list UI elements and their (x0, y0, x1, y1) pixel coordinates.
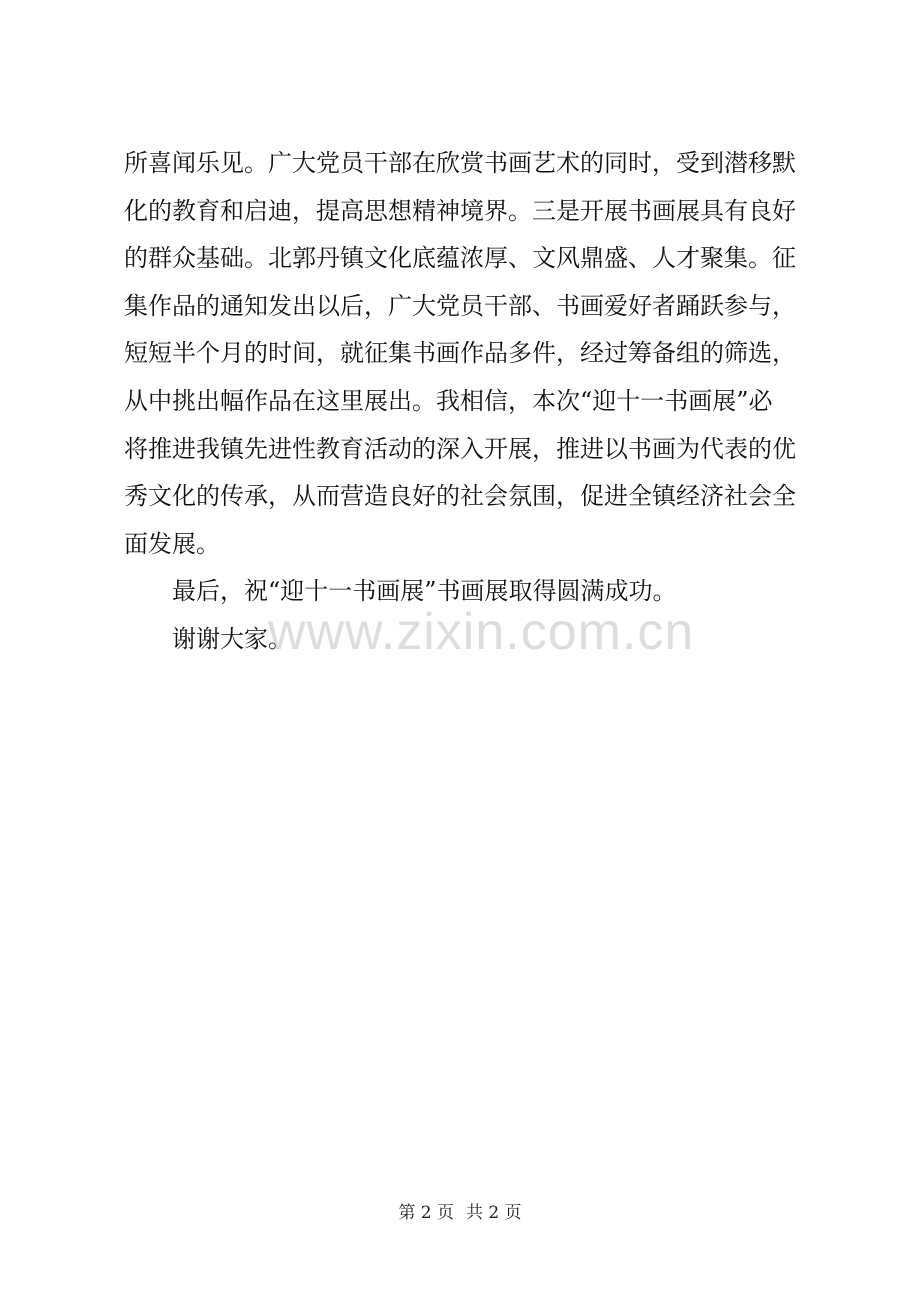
closing-wish: 最后，祝“迎十一书画展”书画展取得圆满成功。 (172, 577, 677, 606)
paragraph-line: 面发展。 (124, 529, 220, 558)
page-number: 第 2 页 (398, 1203, 454, 1223)
thanks-line: 谢谢大家。 (172, 624, 292, 653)
page-footer (0, 1198, 920, 1223)
paragraph-line: 从中挑出幅作品在这里展出。我相信，本次“迎十一书画展”必 (124, 386, 773, 415)
paragraph-line: 短短半个月的时间，就征集书画作品多件，经过筹备组的筛选， (124, 339, 796, 368)
paragraph-line: 秀文化的传承，从而营造良好的社会氛围，促进全镇经济社会全 (124, 482, 796, 511)
paragraph-line: 化的教育和启迪，提高思想精神境界。三是开展书画展具有良好 (124, 196, 796, 225)
watermark: www.zixin.com.cn (268, 603, 695, 661)
paragraph-line: 的群众基础。北郭丹镇文化底蕴浓厚、文风鼎盛、人才聚集。征 (124, 244, 796, 273)
body-text (124, 140, 804, 664)
paragraph-line: 集作品的通知发出以后，广大党员干部、书画爱好者踊跃参与， (124, 291, 796, 320)
page-total: 共 2 页 (466, 1203, 522, 1223)
paragraph-line: 将推进我镇先进性教育活动的深入开展，推进以书画为代表的优 (124, 434, 796, 463)
paragraph-line: 所喜闻乐见。广大党员干部在欣赏书画艺术的同时，受到潜移默 (124, 149, 796, 177)
